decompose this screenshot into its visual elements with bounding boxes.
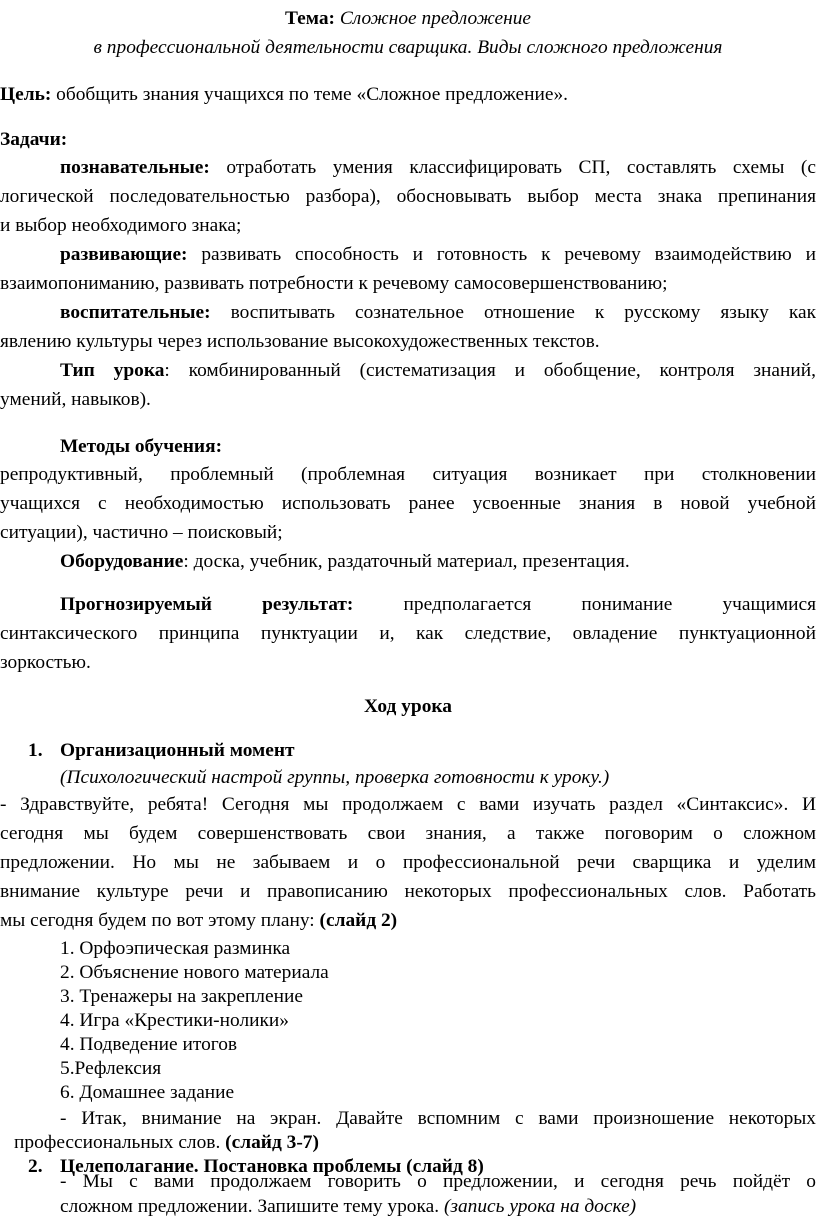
goal-setting-line-1: - Мы с вами продолжаем говорить о предложении, и сегодня речь пойдёт о xyxy=(60,1171,816,1192)
section-2-heading xyxy=(28,1152,484,1181)
plan-item: 6. Домашнее задание xyxy=(60,1082,235,1103)
section-1-heading xyxy=(28,736,295,765)
result-line-3: зоркостью. xyxy=(0,652,91,673)
intro-line-1: - Здравствуйте, ребята! Сегодня мы продолжаем с вами изучать раздел «Синтаксис». И xyxy=(0,794,816,815)
lesson-type-line-2: умений, навыков). xyxy=(0,389,151,410)
plan-item: 3. Тренажеры на закрепление xyxy=(60,986,303,1007)
lesson-type-label: Тип урока xyxy=(60,360,165,381)
section-1-note: (Психологический настрой группы, проверка готовности к уроку.) xyxy=(60,767,610,788)
section-2-title: Целеполагание. Постановка проблемы (слайд 8) xyxy=(60,1156,484,1177)
educational-label: воспитательные: xyxy=(60,302,211,323)
methods-line-1: репродуктивный, проблемный (проблемная ситуация возникает при столкновении xyxy=(0,464,816,485)
equipment-label: Оборудование xyxy=(60,551,184,572)
methods-heading: Методы обучения: xyxy=(60,436,223,457)
cognitive-label: познавательные: xyxy=(60,157,210,178)
equipment-line: Оборудование: доска, учебник, раздаточный материал, презентация. xyxy=(60,551,630,572)
lesson-type-line-1: Тип урока: комбинированный (систематизация и обобщение, контроля знаний, xyxy=(60,360,816,381)
methods-line-2: учащихся с необходимостью использовать ранее усвоенные знания в новой учебной xyxy=(0,493,816,514)
goal-text: обобщить знания учащихся по теме «Сложное предложение». xyxy=(56,84,569,105)
result-label: Прогнозируемый результат: xyxy=(60,594,354,615)
section-1-number: 1. xyxy=(28,740,43,761)
developing-label: развивающие: xyxy=(60,244,188,265)
slide-ref: (слайд 2) xyxy=(319,910,398,931)
topic-line-1 xyxy=(0,4,816,33)
result-line-1: Прогнозируемый результат: предполагается понимание учащимися xyxy=(60,594,816,615)
goal-label: Цель: xyxy=(0,84,52,105)
developing-line-2: взаимопониманию, развивать потребности к речевому самосовершенствованию; xyxy=(0,273,668,294)
section-1-title: Организационный момент xyxy=(60,740,295,761)
cognitive-line-2: логической последовательностью разбора), обосновывать выбор места знака препинания xyxy=(0,186,816,207)
plan-item: 4. Подведение итогов xyxy=(60,1034,238,1055)
attention-line-1: - Итак, внимание на экран. Давайте вспомним с вами произношение некоторых xyxy=(60,1108,816,1129)
intro-line-5: мы сегодня будем по вот этому плану: (слайд 2) xyxy=(0,910,398,931)
developing-line-1: развивающие: развивать способность и готовность к речевому взаимодействию и xyxy=(60,244,816,265)
topic-title: Сложное предложение xyxy=(339,8,532,29)
intro-line-4: внимание культуре речи и правописанию некоторых профессиональных слов. Работать xyxy=(0,881,816,902)
methods-line-3: ситуации), частично – поисковый; xyxy=(0,522,283,543)
cognitive-line-3: и выбор необходимого знака; xyxy=(0,215,242,236)
plan-item: 4. Игра «Крестики-нолики» xyxy=(60,1010,289,1031)
slide-ref: (слайд 3-7) xyxy=(225,1132,319,1153)
intro-line-2: сегодня мы будем совершенствовать свои знания, а также поговорим о сложном xyxy=(0,823,816,844)
cognitive-line-1: познавательные: отработать умения классифицировать СП, составлять схемы (с xyxy=(60,157,816,178)
board-note: (запись урока на доске) xyxy=(443,1196,637,1217)
result-line-2: синтаксического принципа пунктуации и, как следствие, овладение пунктуационной xyxy=(0,623,816,644)
tasks-heading: Задачи: xyxy=(0,129,68,150)
educational-line-1: воспитательные: воспитывать сознательное отношение к русскому языку как xyxy=(60,302,816,323)
educational-line-2: явлению культуры через использование высокохудожественных текстов. xyxy=(0,331,600,352)
plan-item: 1. Орфоэпическая разминка xyxy=(60,938,291,959)
goal-line xyxy=(0,80,568,109)
plan-item: 2. Объяснение нового материала xyxy=(60,962,329,983)
lesson-title: Ход урока xyxy=(364,696,452,717)
intro-line-3: предложении. Но мы не забываем и о профессиональной речи сварщика и уделим xyxy=(0,852,816,873)
topic-subtitle: в профессиональной деятельности сварщика. Виды сложного предложения xyxy=(93,37,723,58)
topic-line-2 xyxy=(0,33,816,62)
goal-setting-line-2: сложном предложении. Запишите тему урока. (запись урока на доске) xyxy=(60,1196,637,1217)
plan-item: 5.Рефлексия xyxy=(60,1058,162,1079)
topic-label: Тема: xyxy=(284,8,335,29)
attention-line-2: профессиональных слов. (слайд 3-7) xyxy=(14,1132,319,1153)
section-2-number: 2. xyxy=(28,1156,43,1177)
